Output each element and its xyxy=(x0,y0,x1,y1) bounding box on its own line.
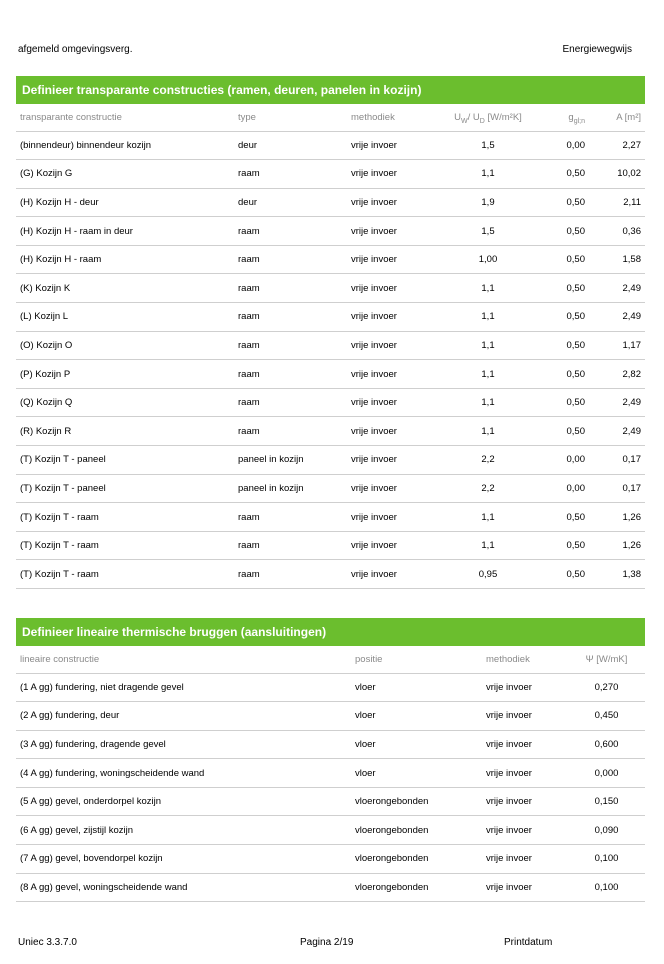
cell-name: (K) Kozijn K xyxy=(16,274,234,303)
cell-type: deur xyxy=(234,131,347,160)
cell-methodiek: vrije invoer xyxy=(347,531,437,560)
cell-type: raam xyxy=(234,531,347,560)
cell-name: (6 A gg) gevel, zijstijl kozijn xyxy=(16,816,351,845)
table-row xyxy=(16,845,645,874)
cell-g: 0,50 xyxy=(539,160,589,189)
cell-positie: vloer xyxy=(351,702,482,731)
cell-u: 1,5 xyxy=(437,131,539,160)
table-row xyxy=(16,303,645,332)
table-header-row xyxy=(16,646,645,673)
cell-type: raam xyxy=(234,417,347,446)
cell-methodiek: vrije invoer xyxy=(482,730,568,759)
cell-methodiek: vrije invoer xyxy=(347,160,437,189)
cell-name: (Q) Kozijn Q xyxy=(16,388,234,417)
cell-positie: vloerongebonden xyxy=(351,787,482,816)
cell-name: (T) Kozijn T - raam xyxy=(16,531,234,560)
cell-a: 1,26 xyxy=(589,503,645,532)
cell-positie: vloerongebonden xyxy=(351,816,482,845)
cell-methodiek: vrije invoer xyxy=(482,845,568,874)
cell-g: 0,50 xyxy=(539,245,589,274)
header-company-name: Energiewegwijs xyxy=(562,44,632,55)
cell-name: (O) Kozijn O xyxy=(16,331,234,360)
cell-psi: 0,270 xyxy=(568,673,645,702)
cell-psi: 0,150 xyxy=(568,787,645,816)
cell-a: 0,17 xyxy=(589,446,645,475)
table-row xyxy=(16,503,645,532)
cell-a: 2,11 xyxy=(589,188,645,217)
table-row xyxy=(16,446,645,475)
cell-g: 0,50 xyxy=(539,217,589,246)
table-row xyxy=(16,560,645,589)
col-header-area: A [m²] xyxy=(589,104,645,131)
cell-name: (H) Kozijn H - raam xyxy=(16,245,234,274)
cell-u: 1,9 xyxy=(437,188,539,217)
cell-positie: vloerongebonden xyxy=(351,873,482,902)
table-row xyxy=(16,417,645,446)
cell-name: (binnendeur) binnendeur kozijn xyxy=(16,131,234,160)
cell-g: 0,50 xyxy=(539,417,589,446)
cell-a: 0,36 xyxy=(589,217,645,246)
cell-u: 1,1 xyxy=(437,503,539,532)
cell-a: 1,58 xyxy=(589,245,645,274)
cell-g: 0,50 xyxy=(539,503,589,532)
cell-a: 2,82 xyxy=(589,360,645,389)
thermal-bridges-table xyxy=(16,646,645,902)
cell-methodiek: vrije invoer xyxy=(347,331,437,360)
cell-methodiek: vrije invoer xyxy=(347,360,437,389)
cell-positie: vloer xyxy=(351,730,482,759)
cell-name: (5 A gg) gevel, onderdorpel kozijn xyxy=(16,787,351,816)
cell-type: paneel in kozijn xyxy=(234,474,347,503)
cell-type: raam xyxy=(234,503,347,532)
col-header-u-value: $U_W/$ $U_D$ [W/m²K] xyxy=(437,104,539,131)
transparent-constructions-section xyxy=(16,76,645,589)
cell-type: raam xyxy=(234,331,347,360)
cell-g: 0,00 xyxy=(539,446,589,475)
table-row xyxy=(16,474,645,503)
cell-u: 1,1 xyxy=(437,417,539,446)
col-header-methodiek: methodiek xyxy=(482,646,568,673)
cell-positie: vloer xyxy=(351,759,482,788)
transparent-constructions-title: Definieer transparante constructies (ramen, deuren, panelen in kozijn) xyxy=(16,76,645,104)
cell-methodiek: vrije invoer xyxy=(482,816,568,845)
cell-methodiek: vrije invoer xyxy=(347,131,437,160)
cell-name: (H) Kozijn H - raam in deur xyxy=(16,217,234,246)
cell-u: 1,1 xyxy=(437,388,539,417)
footer-print-date: Printdatum xyxy=(504,937,553,948)
col-header-lineaire-constructie: lineaire constructie xyxy=(16,646,351,673)
cell-g: 0,00 xyxy=(539,131,589,160)
cell-type: raam xyxy=(234,560,347,589)
thermal-bridges-title: Definieer lineaire thermische bruggen (aansluitingen) xyxy=(16,618,645,646)
cell-type: paneel in kozijn xyxy=(234,446,347,475)
cell-psi: 0,450 xyxy=(568,702,645,731)
cell-psi: 0,600 xyxy=(568,730,645,759)
cell-u: 1,5 xyxy=(437,217,539,246)
table-row xyxy=(16,245,645,274)
cell-g: 0,00 xyxy=(539,474,589,503)
cell-g: 0,50 xyxy=(539,331,589,360)
header-project-status: afgemeld omgevingsverg. xyxy=(18,44,133,55)
cell-positie: vloerongebonden xyxy=(351,845,482,874)
col-header-g-value: $g_{gl;n}$ xyxy=(539,104,589,131)
cell-u: 2,2 xyxy=(437,474,539,503)
cell-u: 1,1 xyxy=(437,303,539,332)
cell-name: (3 A gg) fundering, dragende gevel xyxy=(16,730,351,759)
cell-a: 2,49 xyxy=(589,388,645,417)
cell-type: raam xyxy=(234,217,347,246)
cell-a: 0,17 xyxy=(589,474,645,503)
cell-methodiek: vrije invoer xyxy=(347,446,437,475)
cell-u: 1,00 xyxy=(437,245,539,274)
cell-methodiek: vrije invoer xyxy=(482,673,568,702)
cell-methodiek: vrije invoer xyxy=(482,873,568,902)
cell-name: (H) Kozijn H - deur xyxy=(16,188,234,217)
cell-g: 0,50 xyxy=(539,188,589,217)
col-header-psi: Ψ [W/mK] xyxy=(568,646,645,673)
cell-psi: 0,090 xyxy=(568,816,645,845)
cell-methodiek: vrije invoer xyxy=(347,560,437,589)
cell-name: (4 A gg) fundering, woningscheidende wand xyxy=(16,759,351,788)
cell-psi: 0,100 xyxy=(568,873,645,902)
cell-methodiek: vrije invoer xyxy=(347,274,437,303)
cell-u: 0,95 xyxy=(437,560,539,589)
table-row xyxy=(16,331,645,360)
cell-a: 2,49 xyxy=(589,303,645,332)
cell-a: 1,38 xyxy=(589,560,645,589)
col-header-constructie: transparante constructie xyxy=(16,104,234,131)
cell-methodiek: vrije invoer xyxy=(347,417,437,446)
cell-type: deur xyxy=(234,188,347,217)
cell-methodiek: vrije invoer xyxy=(482,702,568,731)
cell-u: 1,1 xyxy=(437,331,539,360)
cell-a: 2,49 xyxy=(589,417,645,446)
cell-g: 0,50 xyxy=(539,531,589,560)
table-row xyxy=(16,160,645,189)
cell-u: 1,1 xyxy=(437,531,539,560)
cell-g: 0,50 xyxy=(539,360,589,389)
cell-methodiek: vrije invoer xyxy=(482,759,568,788)
table-row xyxy=(16,873,645,902)
footer-software-version: Uniec 3.3.7.0 xyxy=(18,937,77,948)
cell-name: (G) Kozijn G xyxy=(16,160,234,189)
cell-type: raam xyxy=(234,245,347,274)
cell-name: (1 A gg) fundering, niet dragende gevel xyxy=(16,673,351,702)
cell-u: 1,1 xyxy=(437,160,539,189)
cell-g: 0,50 xyxy=(539,560,589,589)
table-row xyxy=(16,360,645,389)
cell-methodiek: vrije invoer xyxy=(347,503,437,532)
cell-type: raam xyxy=(234,160,347,189)
table-header-row xyxy=(16,104,645,131)
table-row xyxy=(16,531,645,560)
cell-methodiek: vrije invoer xyxy=(347,245,437,274)
cell-type: raam xyxy=(234,360,347,389)
cell-type: raam xyxy=(234,388,347,417)
cell-type: raam xyxy=(234,274,347,303)
cell-name: (T) Kozijn T - raam xyxy=(16,503,234,532)
cell-a: 1,17 xyxy=(589,331,645,360)
footer-page-number: Pagina 2/19 xyxy=(300,937,354,948)
cell-methodiek: vrije invoer xyxy=(482,787,568,816)
col-header-positie: positie xyxy=(351,646,482,673)
cell-name: (T) Kozijn T - raam xyxy=(16,560,234,589)
cell-name: (R) Kozijn R xyxy=(16,417,234,446)
cell-psi: 0,000 xyxy=(568,759,645,788)
table-row xyxy=(16,131,645,160)
table-row xyxy=(16,274,645,303)
table-row xyxy=(16,673,645,702)
cell-a: 1,26 xyxy=(589,531,645,560)
table-row xyxy=(16,388,645,417)
cell-name: (8 A gg) gevel, woningscheidende wand xyxy=(16,873,351,902)
table-row xyxy=(16,217,645,246)
cell-methodiek: vrije invoer xyxy=(347,388,437,417)
cell-g: 0,50 xyxy=(539,388,589,417)
table-row xyxy=(16,730,645,759)
cell-name: (7 A gg) gevel, bovendorpel kozijn xyxy=(16,845,351,874)
cell-methodiek: vrije invoer xyxy=(347,474,437,503)
cell-u: 1,1 xyxy=(437,360,539,389)
cell-methodiek: vrije invoer xyxy=(347,303,437,332)
cell-name: (L) Kozijn L xyxy=(16,303,234,332)
table-row xyxy=(16,702,645,731)
table-row xyxy=(16,816,645,845)
cell-methodiek: vrije invoer xyxy=(347,217,437,246)
col-header-type: type xyxy=(234,104,347,131)
cell-name: (2 A gg) fundering, deur xyxy=(16,702,351,731)
table-row xyxy=(16,787,645,816)
transparent-constructions-table xyxy=(16,104,645,589)
thermal-bridges-section xyxy=(16,618,645,902)
cell-u: 1,1 xyxy=(437,274,539,303)
cell-a: 10,02 xyxy=(589,160,645,189)
cell-positie: vloer xyxy=(351,673,482,702)
cell-name: (P) Kozijn P xyxy=(16,360,234,389)
cell-g: 0,50 xyxy=(539,303,589,332)
cell-u: 2,2 xyxy=(437,446,539,475)
cell-name: (T) Kozijn T - paneel xyxy=(16,474,234,503)
table-row xyxy=(16,188,645,217)
cell-g: 0,50 xyxy=(539,274,589,303)
cell-type: raam xyxy=(234,303,347,332)
cell-psi: 0,100 xyxy=(568,845,645,874)
table-row xyxy=(16,759,645,788)
cell-a: 2,49 xyxy=(589,274,645,303)
cell-name: (T) Kozijn T - paneel xyxy=(16,446,234,475)
cell-a: 2,27 xyxy=(589,131,645,160)
cell-methodiek: vrije invoer xyxy=(347,188,437,217)
col-header-methodiek: methodiek xyxy=(347,104,437,131)
